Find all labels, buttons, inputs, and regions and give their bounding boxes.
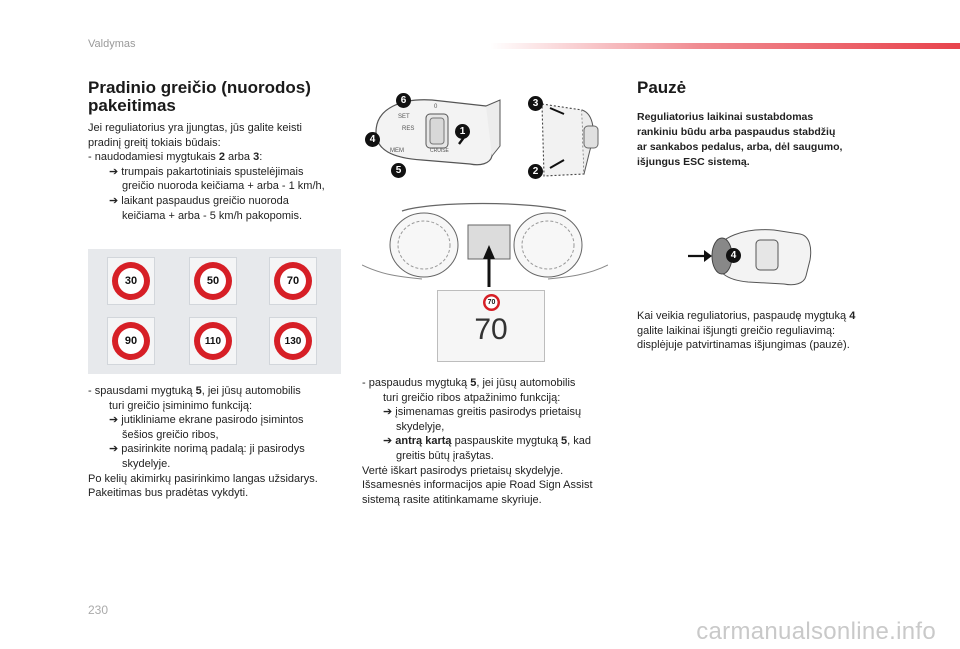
speed-sign: 70 [274,262,312,300]
pause-intro-bold [637,110,897,170]
sub-bullet-memorized-line-2: skydelyje, [396,420,445,433]
pause-stalk-drawing [686,222,816,288]
stalk-label-zero: 0 [434,104,438,110]
speed-tile[interactable] [189,317,237,365]
bullet-text: arba [224,151,254,164]
sub-bullet-short-press-line-1: ➔ trumpais pakartotiniais spustelėjimais [109,165,304,178]
badge-3: 3 [528,96,543,111]
left-title-line-2: pakeitimas [88,96,176,115]
bullet-text: - spausdami mygtuką [88,385,196,397]
cluster-display-zoom [437,290,545,362]
sub-bullet-select-line-2: skydelyje. [122,457,171,470]
header-accent-bar [490,43,960,49]
bullet-road-sign [362,376,627,391]
sub-bullet-short-press-line-2: greičio nuoroda keičiama + arba - 1 km/h, [122,180,325,193]
sub-bullet-second-press [362,434,627,449]
speed-sign: 50 [194,262,232,300]
pause-text: Kai veikia reguliatorius, paspaudę mygtuką [637,310,850,322]
badge-1: 1 [455,124,470,139]
speed-tile[interactable] [107,257,155,305]
speed-sign: 130 [274,322,312,360]
more-info-line-1: Išsamesnės informacijos apie Road Sign Assist [362,479,593,492]
speed-limit-sign: 70 [483,294,500,311]
speed-tile[interactable] [107,317,155,365]
pause-text-line-2: galite laikinai išjungti greičio reguliavimą: [637,324,836,337]
badge-6: 6 [396,93,411,108]
bullet-text: ➔ [383,435,396,448]
page-number: 230 [88,603,109,617]
steering-paddle-illustration [524,94,604,180]
stalk-label-set: SET [398,114,410,120]
button-ref-5: 5 [195,385,202,397]
left-section-title [88,79,311,115]
pause-intro-line-1: Reguliatorius laikinai sustabdomas [637,111,814,123]
instrument-cluster-illustration [362,195,608,295]
badge-4: 4 [365,132,380,147]
cluster-drawing [362,195,608,295]
pause-text-block [637,309,897,353]
bullet-text: , jei jūsų automobilis [476,377,576,389]
sub-bullet-second-press-line-2: greitis būtų įrašytas. [396,449,494,462]
sub-bullet-touchscreen-line-1: ➔ jutikliniame ekrane pasirodo įsimintos [109,414,304,427]
speed-memory-panel [88,249,341,374]
bullet-text: - naudodamiesi mygtukais [88,151,219,164]
left-title-line-1: Pradinio greičio (nuorodos) [88,78,311,97]
sub-bullet-long-press-line-1: ➔ laikant paspaudus greičio nuoroda [109,194,289,207]
sub-bullet-select-line-1: ➔ pasirinkite norimą padalą: ji pasirodys [109,443,305,456]
bullet-line-2: turi greičio ribos atpažinimo funkciją: [383,391,561,404]
stalk-label-cruise: CRUISE [430,148,449,154]
button-ref-5: 5 [561,435,568,448]
site-watermark: carmanualsonline.info [696,618,936,645]
button-ref-4: 4 [849,310,856,322]
bullet-text: , kad [567,435,591,448]
speed-tile[interactable] [189,257,237,305]
badge-5: 5 [391,163,406,178]
left-text-block [88,121,348,223]
pause-text-line-1 [637,309,897,324]
sub-bullet-long-press-line-2: keičiama + arba - 5 km/h pakopomis. [122,209,303,222]
stalk-label-mem: MEM [390,148,404,154]
speed-tile[interactable] [269,317,317,365]
pause-intro-line-4: išjungus ESC sistemą. [637,156,750,168]
emphasis-text: antrą kartą [395,435,452,448]
button-ref-3: 3 [253,151,260,164]
bullet-text: - paspaudus mygtuką [362,377,471,389]
sub-bullet-touchscreen-line-2: šešios greičio ribos, [122,428,219,441]
bullet-text: , jei jūsų automobilis [201,385,301,397]
button-ref-5: 5 [470,377,477,389]
stalk-drawing [362,90,502,170]
pause-button-illustration [686,222,816,288]
speed-sign: 110 [194,322,232,360]
badge-4: 4 [726,248,741,263]
speed-sign: 30 [112,262,150,300]
pause-intro-line-2: rankiniu būdu arba paspaudus stabdžių [637,126,836,138]
outro-line-1: Po kelių akimirkų pasirinkimo langas užsidarys. [88,472,318,485]
pause-section-title: Pauzė [637,78,687,97]
pause-intro-line-3: ar sankabos pedalus, arba, dėl saugumo, [637,141,843,153]
value-displayed-line: Vertė iškart pasirodys prietaisų skydelyje. [362,464,564,477]
badge-2: 2 [528,164,543,179]
intro-line-1: Jei reguliatorius yra įjungtas, jūs galite keisti [88,122,302,134]
sub-bullet-memorized-line-1: ➔ įsimenamas greitis pasirodys prietaisų [383,406,582,419]
bullet-buttons-2-3 [88,150,348,165]
stalk-label-res: RES [402,126,415,132]
intro-line-2: pradinį greitį tokiais būdais: [88,136,221,149]
speed-sign: 90 [112,322,150,360]
more-info-line-2: sistemą rasite atitinkamame skyriuje. [362,493,542,506]
speed-tile[interactable] [269,257,317,305]
bullet-text: paspauskite mygtuką [451,435,561,448]
bullet-line-2: turi greičio įsiminimo funkciją: [109,399,253,412]
bullet-text: : [259,151,263,164]
pause-text-line-3: displėjuje patvirtinamas išjungimas (pauzė). [637,339,850,352]
left-text-block-2 [88,384,353,501]
stored-speed-value: 70 [474,313,508,346]
button-ref-2: 2 [218,151,225,164]
outro-line-2: Pakeitimas bus pradėtas vykdyti. [88,487,249,500]
section-header: Valdymas [88,38,136,50]
middle-text-block [362,376,627,507]
cruise-stalk-illustration [362,90,502,176]
bullet-button-5 [88,384,353,399]
